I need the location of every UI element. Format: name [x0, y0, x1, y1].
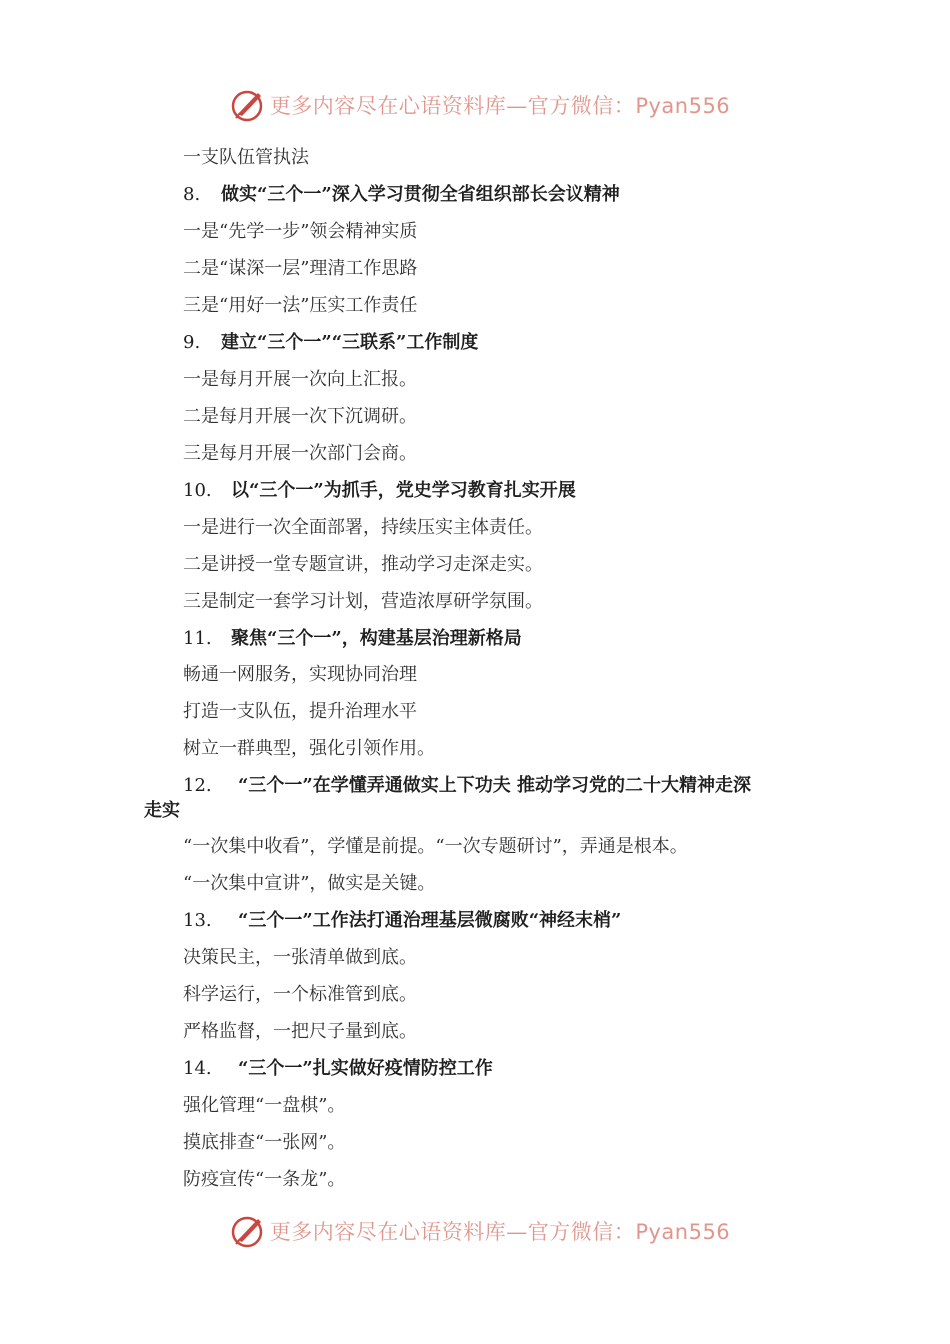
- section-heading-14: 14. “三个一”扎实做好疫情防控工作: [183, 1058, 493, 1079]
- section-heading-10: 10. 以“三个一”为抓手，党史学习教育扎实开展: [183, 480, 576, 501]
- text-line: 科学运行，一个标准管到底。: [183, 984, 417, 1005]
- watermark-text: 更多内容尽在心语资料库—官方微信：Pyan556: [269, 1220, 731, 1244]
- text-line: “一次集中宣讲”，做实是关键。: [183, 873, 436, 894]
- text-line: “一次集中收看”，学懂是前提。“一次专题研讨”，弄通是根本。: [183, 836, 688, 857]
- text-line: 一支队伍管执法: [183, 147, 309, 168]
- quill-logo-icon: [230, 1213, 266, 1249]
- text-line: 三是“用好一法”压实工作责任: [183, 295, 418, 316]
- watermark-text: 更多内容尽在心语资料库—官方微信：Pyan556: [269, 94, 731, 118]
- text-line: 决策民主，一张清单做到底。: [183, 947, 417, 968]
- wechat-id: Pyan556: [635, 94, 731, 118]
- text-line: 二是讲授一堂专题宣讲，推动学习走深走实。: [183, 554, 543, 575]
- text-line: 二是每月开展一次下沉调研。: [183, 406, 417, 427]
- header-watermark: [0, 85, 950, 125]
- section-heading-13: 13. “三个一”工作法打通治理基层微腐败“神经末梢”: [183, 910, 622, 931]
- text-line: 畅通一网服务，实现协同治理: [183, 664, 417, 685]
- text-line: 一是进行一次全面部署，持续压实主体责任。: [183, 517, 543, 538]
- section-heading-11: 11. 聚焦“三个一”，构建基层治理新格局: [183, 628, 522, 649]
- text-line: 一是每月开展一次向上汇报。: [183, 369, 417, 390]
- text-line: 摸底排查“一张网”。: [183, 1132, 346, 1153]
- wechat-id: Pyan556: [635, 1220, 731, 1244]
- section-heading-8: 8. 做实“三个一”深入学习贯彻全省组织部长会议精神: [183, 184, 620, 205]
- footer-watermark: [0, 1211, 950, 1251]
- text-line: 二是“谋深一层”理清工作思路: [183, 258, 418, 279]
- text-line: 严格监督，一把尺子量到底。: [183, 1021, 417, 1042]
- text-line: 强化管理“一盘棋”。: [183, 1095, 346, 1116]
- quill-logo-icon: [230, 87, 266, 123]
- section-heading-12: 12. “三个一”在学懂弄通做实上下功夫 推动学习党的二十大精神走深: [183, 775, 751, 796]
- text-line: 三是每月开展一次部门会商。: [183, 443, 417, 464]
- text-line: 防疫宣传“一条龙”。: [183, 1169, 346, 1190]
- text-line: 树立一群典型，强化引领作用。: [183, 738, 435, 759]
- section-heading-9: 9. 建立“三个一”“三联系”工作制度: [183, 332, 479, 353]
- section-heading-12-continued: 走实: [144, 800, 180, 821]
- text-line: 打造一支队伍，提升治理水平: [183, 701, 417, 722]
- text-line: 一是“先学一步”领会精神实质: [183, 221, 418, 242]
- text-line: 三是制定一套学习计划，营造浓厚研学氛围。: [183, 591, 543, 612]
